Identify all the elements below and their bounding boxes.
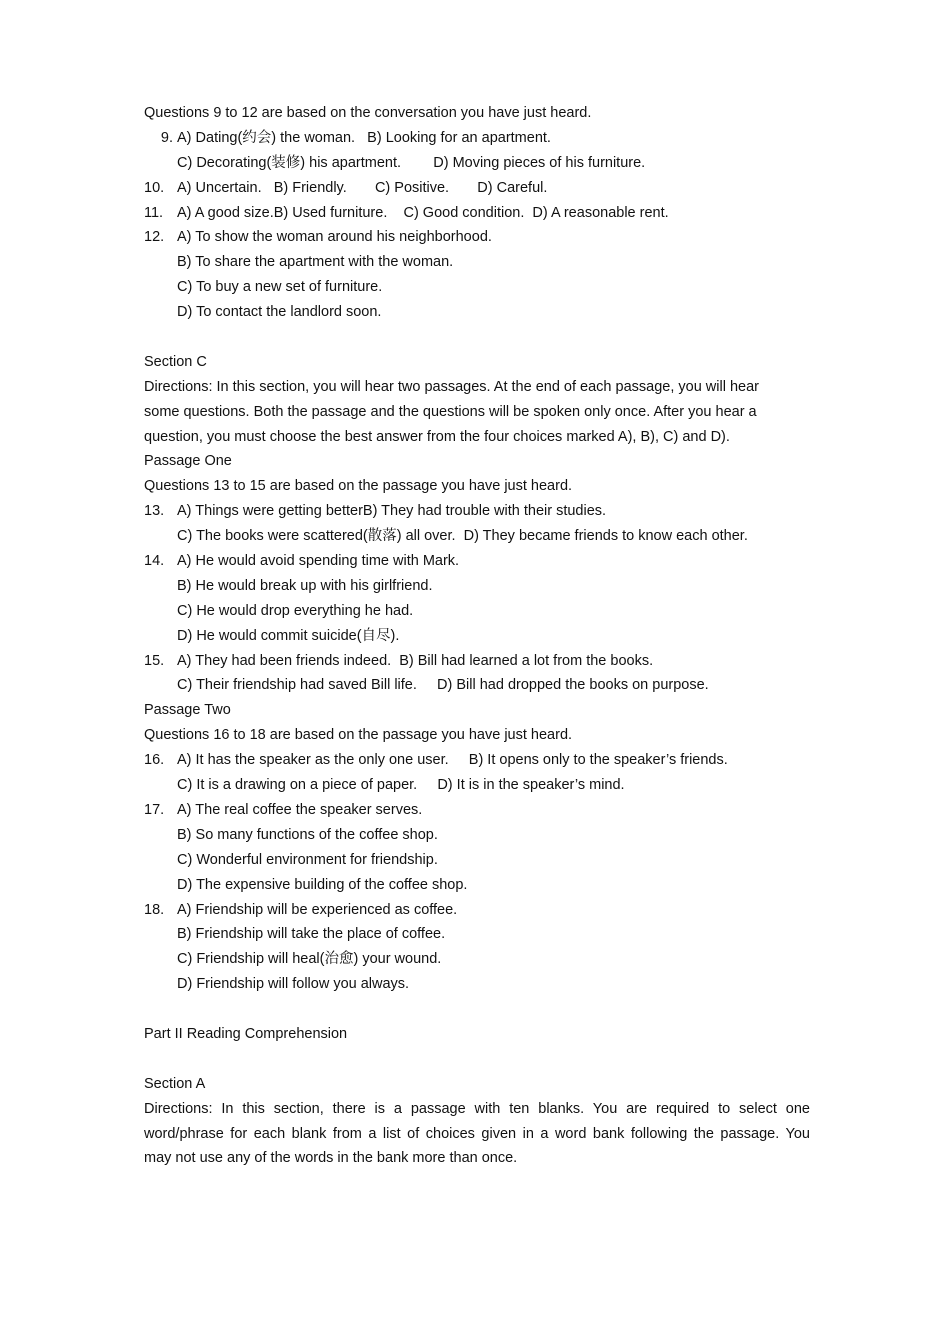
question-options: A) Dating(约会) the woman. B) Looking for an apartment. <box>177 129 551 146</box>
section-c-directions-line <box>144 425 810 450</box>
question-option: A) Friendship will be experienced as coffee. <box>177 901 458 918</box>
passage-two-heading <box>144 698 810 723</box>
question-number: 17. <box>144 801 165 818</box>
directions-text: some questions. Both the passage and the questions will be spoken only once. After you hear a <box>144 403 757 420</box>
question-option: A) To show the woman around his neighborhood. <box>177 229 492 246</box>
part-ii-heading <box>144 1022 810 1047</box>
intro-text: Questions 9 to 12 are based on the conversation you have just heard. <box>144 105 592 121</box>
question-16 <box>144 748 810 773</box>
heading-text: Section C <box>144 353 207 370</box>
spacer <box>144 997 810 1022</box>
question-number: 16. <box>144 752 165 769</box>
question-11 <box>144 201 810 226</box>
question-option: D) The expensive building of the coffee shop. <box>177 876 468 893</box>
section-c-directions-line <box>144 400 810 425</box>
question-13-options-cont <box>144 524 810 549</box>
question-16-options-cont <box>144 773 810 798</box>
question-14-option-d <box>144 624 810 649</box>
question-10 <box>144 176 810 201</box>
question-options: C) It is a drawing on a piece of paper. D) It is in the speaker’s mind. <box>177 777 625 794</box>
heading-text: Part II Reading Comprehension <box>144 1025 348 1042</box>
question-9-options-cont <box>144 151 810 176</box>
page-content <box>144 101 810 1171</box>
question-option: A) The real coffee the speaker serves. <box>177 801 423 818</box>
question-15-options-cont <box>144 673 810 698</box>
question-options: A) A good size.B) Used furniture. C) Good condition. D) A reasonable rent. <box>177 204 669 221</box>
questions-9-12-intro <box>144 101 810 126</box>
heading-text: Passage Two <box>144 702 231 719</box>
question-14-option-b <box>144 574 810 599</box>
question-option: C) He would drop everything he had. <box>177 602 414 619</box>
question-14-option-c <box>144 599 810 624</box>
question-number: 10. <box>144 179 165 196</box>
question-options: A) Things were getting betterB) They had trouble with their studies. <box>177 503 607 520</box>
question-17 <box>144 798 810 823</box>
passage-one-heading <box>144 449 810 474</box>
questions-16-18-intro <box>144 723 810 748</box>
question-18-option-d <box>144 972 810 997</box>
question-option: C) To buy a new set of furniture. <box>177 279 383 296</box>
question-option: D) Friendship will follow you always. <box>177 976 410 993</box>
question-options: C) Their friendship had saved Bill life. D) Bill had dropped the books on purpose. <box>177 677 709 694</box>
question-15 <box>144 649 810 674</box>
spacer <box>144 325 810 350</box>
question-options: C) Decorating(装修) his apartment. D) Moving pieces of his furniture. <box>177 154 646 171</box>
question-number: 18. <box>144 901 165 918</box>
section-c-heading <box>144 350 810 375</box>
question-number: 11. <box>144 204 164 221</box>
question-18-option-c <box>144 947 810 972</box>
heading-text: Section A <box>144 1075 206 1092</box>
question-number: 15. <box>144 652 165 669</box>
question-options: A) It has the speaker as the only one user. B) It opens only to the speaker’s friends. <box>177 752 728 769</box>
questions-13-15-intro <box>144 474 810 499</box>
question-option: D) He would commit suicide(自尽). <box>177 627 400 644</box>
directions-text: may not use any of the words in the bank more than once. <box>144 1150 518 1167</box>
question-number: 9. <box>160 129 173 146</box>
question-number: 14. <box>144 553 165 570</box>
question-option: D) To contact the landlord soon. <box>177 304 382 321</box>
question-12-option-c <box>144 275 810 300</box>
section-a-directions-line: Directions: In this section, there is a passage with ten blanks. You are required to select one <box>144 1100 810 1117</box>
directions-text: Directions: In this section, you will hear two passages. At the end of each passage, you will hear <box>144 378 759 395</box>
question-number: 12. <box>144 229 165 246</box>
question-option: B) Friendship will take the place of coffee. <box>177 926 446 943</box>
question-18-option-b <box>144 922 810 947</box>
question-12-option-d <box>144 300 810 325</box>
question-13 <box>144 499 810 524</box>
question-options: A) Uncertain. B) Friendly. C) Positive. D) Careful. <box>177 179 548 196</box>
question-12 <box>144 225 810 250</box>
question-option: C) Friendship will heal(治愈) your wound. <box>177 951 442 968</box>
question-17-option-b <box>144 823 810 848</box>
section-a-directions-line: word/phrase for each blank from a list of choices given in a word bank following the passage. You <box>144 1125 810 1142</box>
question-number: 13. <box>144 503 165 520</box>
question-17-option-d <box>144 873 810 898</box>
question-option: B) To share the apartment with the woman. <box>177 254 454 271</box>
question-options: C) The books were scattered(散落) all over. D) They became friends to know each other. <box>177 528 748 545</box>
directions-text: question, you must choose the best answer from the four choices marked A), B), C) and D). <box>144 428 730 445</box>
heading-text: Passage One <box>144 453 232 470</box>
question-12-option-b <box>144 250 810 275</box>
question-14 <box>144 549 810 574</box>
question-option: B) So many functions of the coffee shop. <box>177 826 438 843</box>
question-option: A) He would avoid spending time with Mark. <box>177 553 460 570</box>
intro-text: Questions 13 to 15 are based on the passage you have just heard. <box>144 478 573 495</box>
question-options: A) They had been friends indeed. B) Bill had learned a lot from the books. <box>177 652 654 669</box>
question-option: B) He would break up with his girlfriend. <box>177 577 433 594</box>
section-a-heading <box>144 1072 810 1097</box>
section-c-directions-line <box>144 375 810 400</box>
intro-text: Questions 16 to 18 are based on the passage you have just heard. <box>144 727 573 744</box>
question-17-option-c <box>144 848 810 873</box>
spacer <box>144 1047 810 1072</box>
question-9 <box>144 126 810 151</box>
question-option: C) Wonderful environment for friendship. <box>177 851 438 868</box>
section-a-directions-line <box>144 1146 810 1171</box>
question-18 <box>144 898 810 923</box>
